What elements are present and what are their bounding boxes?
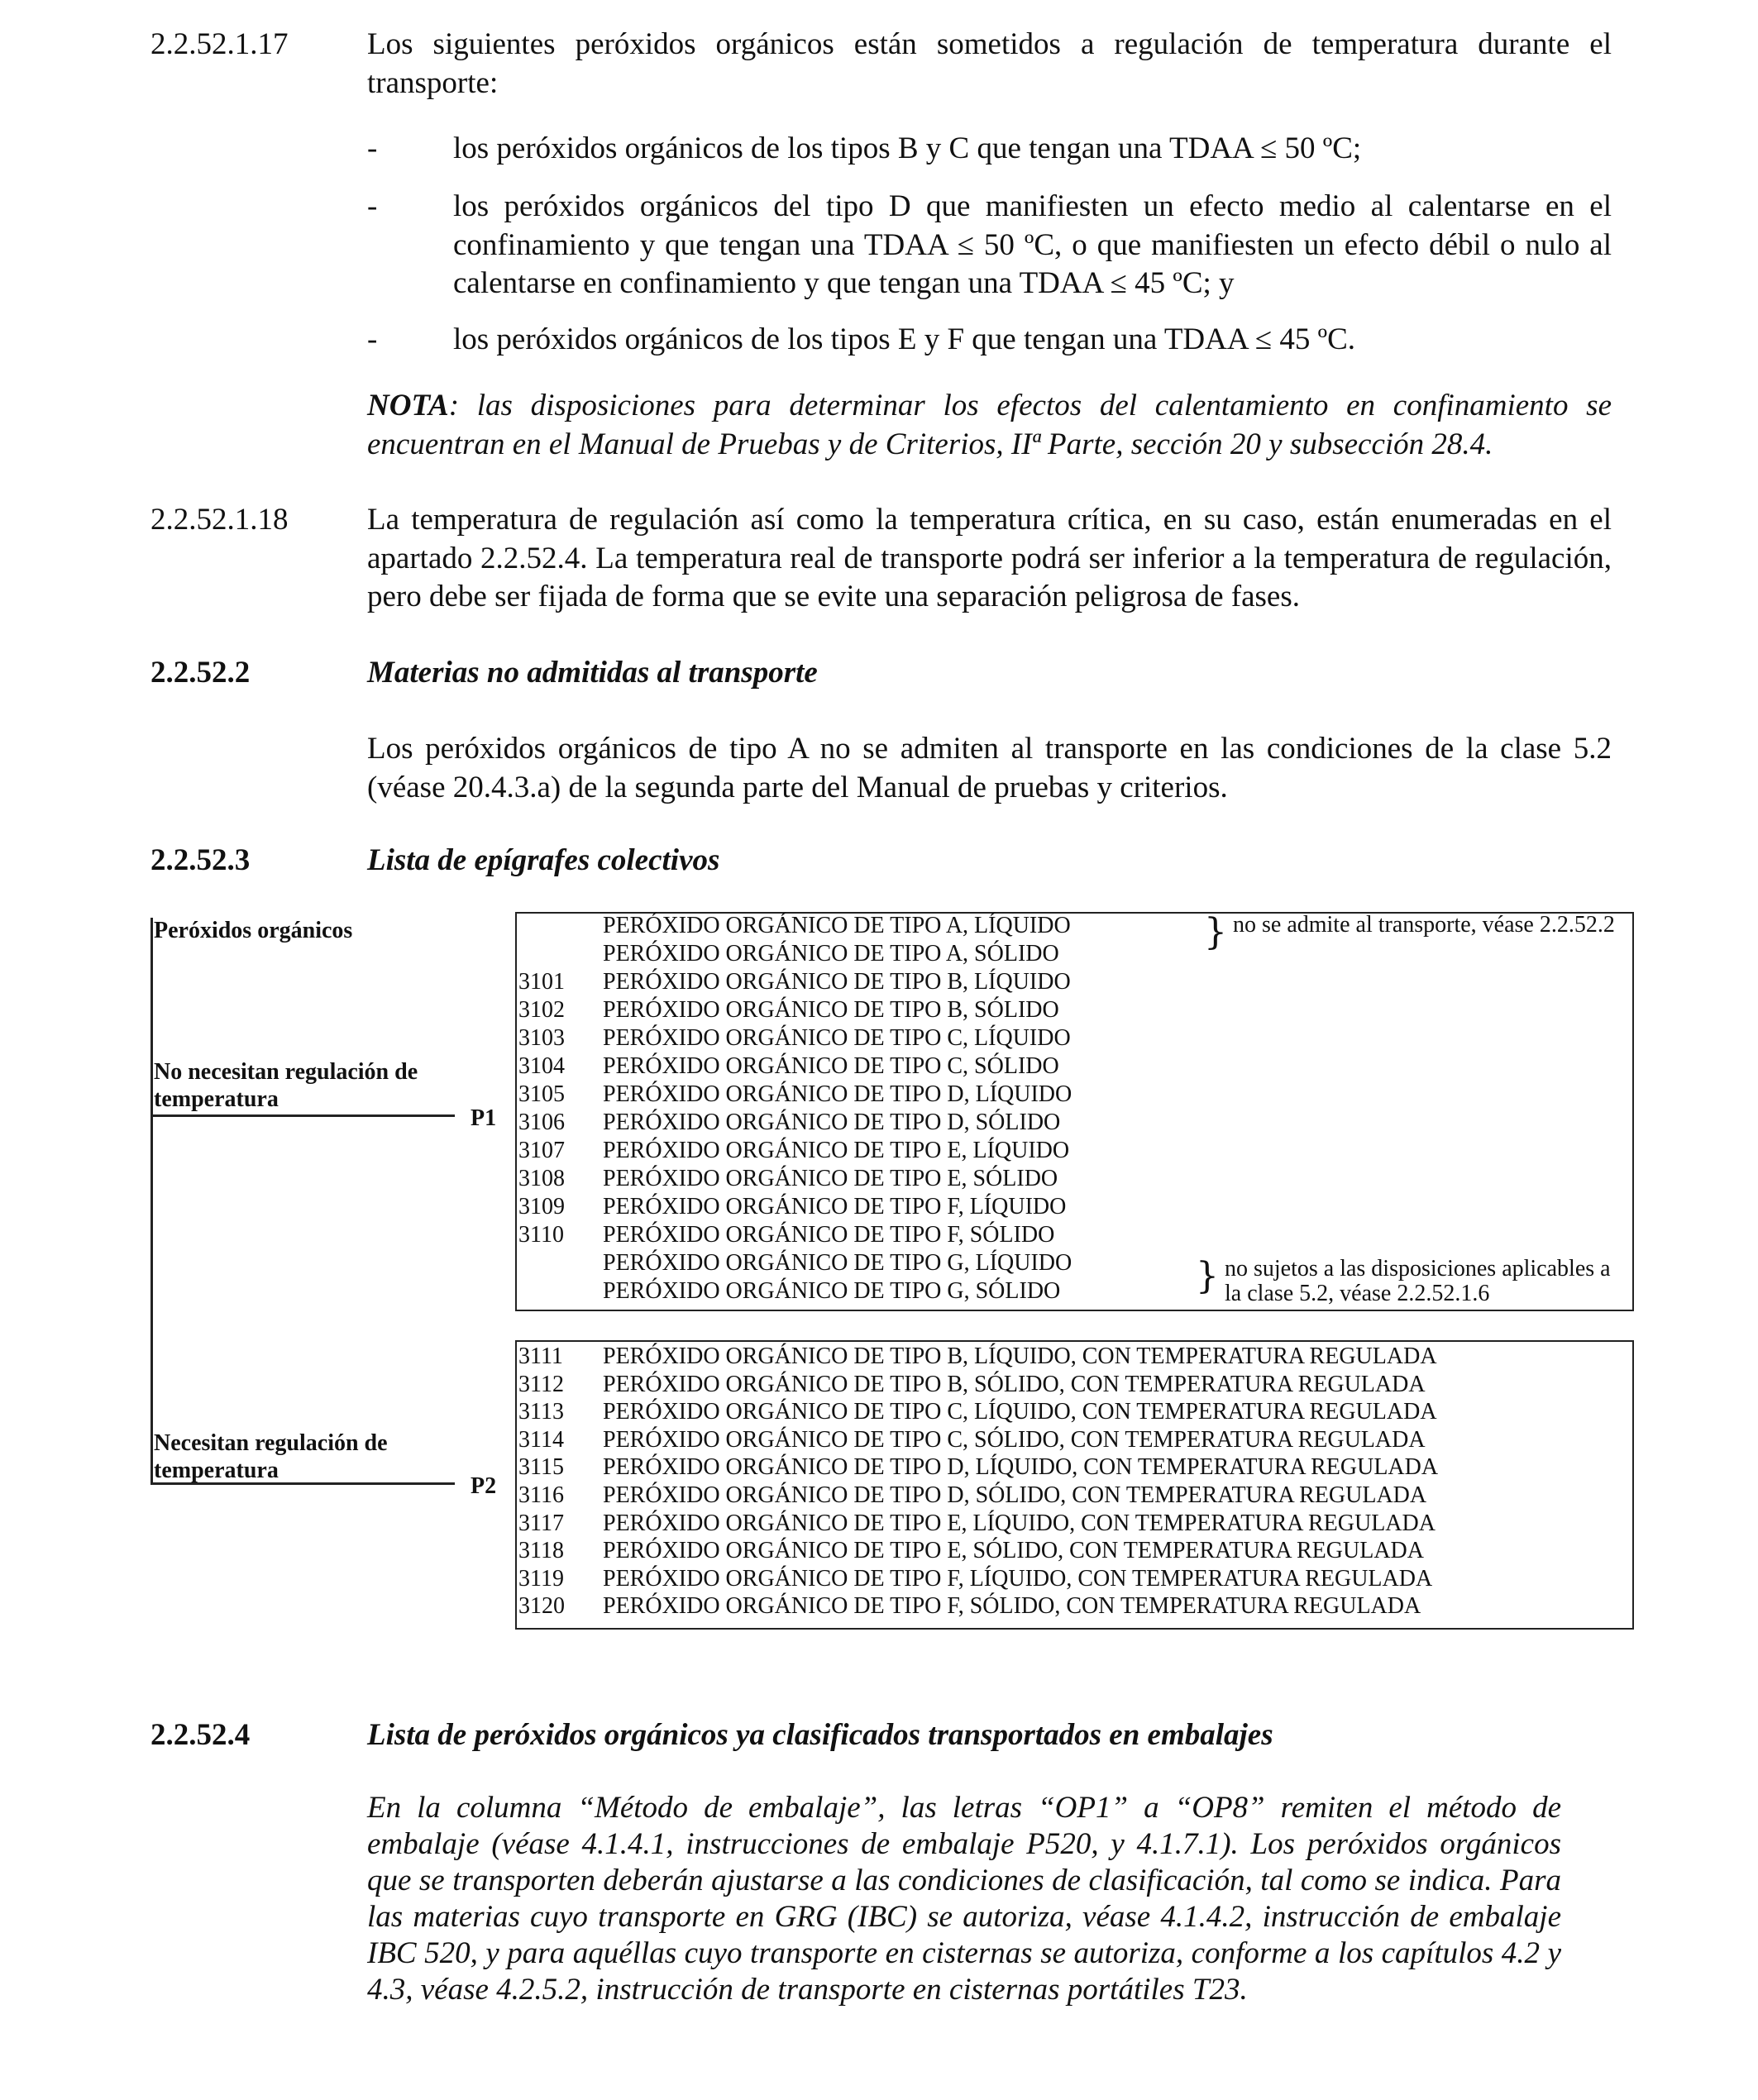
note-not-subject: no sujetos a las disposiciones aplicables a la clase 5.2, véase 2.2.52.1.6 [1225,1256,1611,1306]
entry-un-number: 3106 [518,1110,565,1135]
entry-un-number: 3119 [518,1565,564,1592]
note-label: NOTA [367,389,449,422]
section-number-2-2-52-4: 2.2.52.4 [150,1718,251,1752]
entry-un-number: 3102 [518,997,565,1023]
bullet-item-2: los peróxidos orgánicos del tipo D que manifiesten un efecto medio al calentarse en el confinamiento y que tengan una TDAA ≤ 50 ºC, o que manifiesten un efecto débil o nulo al calentarse en confinamiento y que tengan una TDAA ≤ 45 ºC; y [453,189,1612,300]
section-number-2-2-52-3: 2.2.52.3 [150,843,251,877]
note-not-admitted: no se admite al transporte, véase 2.2.52.2 [1233,912,1615,938]
section-2-2-52-1-17-intro: Los siguientes peróxidos orgánicos están sometidos a regulación de temperatura durante el transporte: [367,27,1612,100]
entry-un-number: 3114 [518,1426,564,1453]
entry-un-number: 3116 [518,1482,564,1508]
section-2-2-52-4-text: En la columna “Método de embalaje”, las letras “OP1” a “OP8” remiten el método de embalaje (véase 4.1.4.1, instrucciones de embalaje P520, y 4.1.7.1). Los peróxidos orgánicos que se transporten deberán ajustarse a las condiciones de clasificación, tal como se indica. Para las materias cuyo transporte en GRG (IBC) se autoriza, véase 4.1.4.2, instrucción de embalaje IBC 520, y para aquéllas cuyo transporte en cisternas se autoriza, conforme a los capítulos 4.2 y 4.3, véase 4.2.5.2, instrucción de transporte en cisternas portátiles T23. [367,1791,1561,2007]
entry-un-number: 3120 [518,1593,565,1620]
branch-p1-label: No necesitan regulación de temperatura [154,1059,418,1112]
entry-name: PERÓXIDO ORGÁNICO DE TIPO A, LÍQUIDO [603,913,1071,938]
section-number-2-2-52-1-18: 2.2.52.1.18 [150,503,289,537]
bullet-item-3: los peróxidos orgánicos de los tipos E y F que tengan una TDAA ≤ 45 ºC. [453,322,1355,356]
entry-un-number: 3110 [518,1222,564,1248]
entry-name: PERÓXIDO ORGÁNICO DE TIPO C, SÓLIDO [603,1053,1059,1079]
entry-un-number: 3118 [518,1538,564,1564]
entry-un-number: 3101 [518,969,565,995]
entry-name: PERÓXIDO ORGÁNICO DE TIPO D, LÍQUIDO [603,1081,1072,1107]
section-2-2-52-3-heading: Lista de epígrafes colectivos [367,843,720,877]
entry-un-number: 3117 [518,1510,564,1536]
entry-un-number: 3113 [518,1399,564,1425]
entry-name: PERÓXIDO ORGÁNICO DE TIPO E, LÍQUIDO, CON TEMPERATURA REGULADA [603,1510,1436,1536]
entry-name: PERÓXIDO ORGÁNICO DE TIPO D, SÓLIDO, CON TEMPERATURA REGULADA [603,1482,1427,1508]
entry-name: PERÓXIDO ORGÁNICO DE TIPO D, LÍQUIDO, CON TEMPERATURA REGULADA [603,1454,1439,1481]
entry-name: PERÓXIDO ORGÁNICO DE TIPO F, SÓLIDO, CON TEMPERATURA REGULADA [603,1593,1421,1620]
entry-name: PERÓXIDO ORGÁNICO DE TIPO C, SÓLIDO, CON TEMPERATURA REGULADA [603,1426,1426,1453]
entry-name: PERÓXIDO ORGÁNICO DE TIPO G, LÍQUIDO [603,1250,1072,1276]
entry-un-number: 3104 [518,1053,565,1079]
section-2-2-52-2-text: Los peróxidos orgánicos de tipo A no se admiten al transporte en las condiciones de la clase 5.2 (véase 20.4.3.a) de la segunda parte del Manual de pruebas y criterios. [367,732,1612,804]
entry-name: PERÓXIDO ORGÁNICO DE TIPO E, SÓLIDO, CON TEMPERATURA REGULADA [603,1538,1424,1564]
bullet-dash-2: - [367,189,378,223]
section-number-2-2-52-2: 2.2.52.2 [150,656,251,690]
entry-name: PERÓXIDO ORGÁNICO DE TIPO A, SÓLIDO [603,941,1059,966]
entry-name: PERÓXIDO ORGÁNICO DE TIPO G, SÓLIDO [603,1278,1061,1304]
branch-p2-label: Necesitan regulación de temperatura [154,1430,388,1483]
bullet-dash-1: - [367,131,378,165]
bullet-dash-3: - [367,322,378,356]
root-label: Peróxidos orgánicos [154,918,353,943]
brace-bottom: } [1196,1255,1219,1297]
entry-name: PERÓXIDO ORGÁNICO DE TIPO E, LÍQUIDO [603,1138,1070,1163]
entry-name: PERÓXIDO ORGÁNICO DE TIPO F, LÍQUIDO, CON TEMPERATURA REGULADA [603,1565,1433,1592]
branch-p1-line [150,1114,455,1117]
note-paragraph [367,387,1612,464]
entry-un-number: 3107 [518,1138,565,1163]
entry-un-number: 3108 [518,1166,565,1191]
entry-un-number: 3109 [518,1194,565,1219]
entry-un-number: 3112 [518,1371,564,1397]
entry-un-number: 3103 [518,1025,565,1051]
entry-name: PERÓXIDO ORGÁNICO DE TIPO C, LÍQUIDO [603,1025,1071,1051]
entry-name: PERÓXIDO ORGÁNICO DE TIPO F, LÍQUIDO [603,1194,1067,1219]
entry-name: PERÓXIDO ORGÁNICO DE TIPO C, LÍQUIDO, CON TEMPERATURA REGULADA [603,1399,1437,1425]
entry-un-number: 3115 [518,1454,564,1481]
brace-top: } [1204,911,1227,953]
entry-name: PERÓXIDO ORGÁNICO DE TIPO B, SÓLIDO, CON TEMPERATURA REGULADA [603,1371,1426,1397]
bullet-item-1: los peróxidos orgánicos de los tipos B y C que tengan una TDAA ≤ 50 ºC; [453,131,1362,165]
section-2-2-52-2-heading: Materias no admitidas al transporte [367,656,818,690]
entry-name: PERÓXIDO ORGÁNICO DE TIPO B, LÍQUIDO [603,969,1071,995]
entry-name: PERÓXIDO ORGÁNICO DE TIPO B, SÓLIDO [603,997,1059,1023]
branch-p1-code: P1 [471,1105,497,1131]
entry-name: PERÓXIDO ORGÁNICO DE TIPO F, SÓLIDO [603,1222,1055,1248]
entry-un-number: 3105 [518,1081,565,1107]
tree-trunk-line [150,918,153,1483]
entry-name: PERÓXIDO ORGÁNICO DE TIPO B, LÍQUIDO, CON TEMPERATURA REGULADA [603,1344,1437,1369]
entry-un-number: 3111 [518,1344,563,1369]
entry-name: PERÓXIDO ORGÁNICO DE TIPO E, SÓLIDO [603,1166,1058,1191]
section-2-2-52-1-18-text: La temperatura de regulación así como la temperatura crítica, en su caso, están enumeradas en el apartado 2.2.52.4. La temperatura real de transporte podrá ser inferior a la temperatura de regulación, pero debe ser fijada de forma que se evite una separación peligrosa de fases. [367,503,1612,613]
branch-p2-code: P2 [471,1473,497,1499]
section-number-2-2-52-1-17: 2.2.52.1.17 [150,27,289,61]
note-text: : las disposiciones para determinar los efectos del calentamiento en confinamiento se encuentran en el Manual de Pruebas y de Criterios, IIª Parte, sección 20 y subsección 28.4. [367,389,1612,461]
entry-name: PERÓXIDO ORGÁNICO DE TIPO D, SÓLIDO [603,1110,1061,1135]
section-2-2-52-4-heading: Lista de peróxidos orgánicos ya clasificados transportados en embalajes [367,1718,1273,1752]
